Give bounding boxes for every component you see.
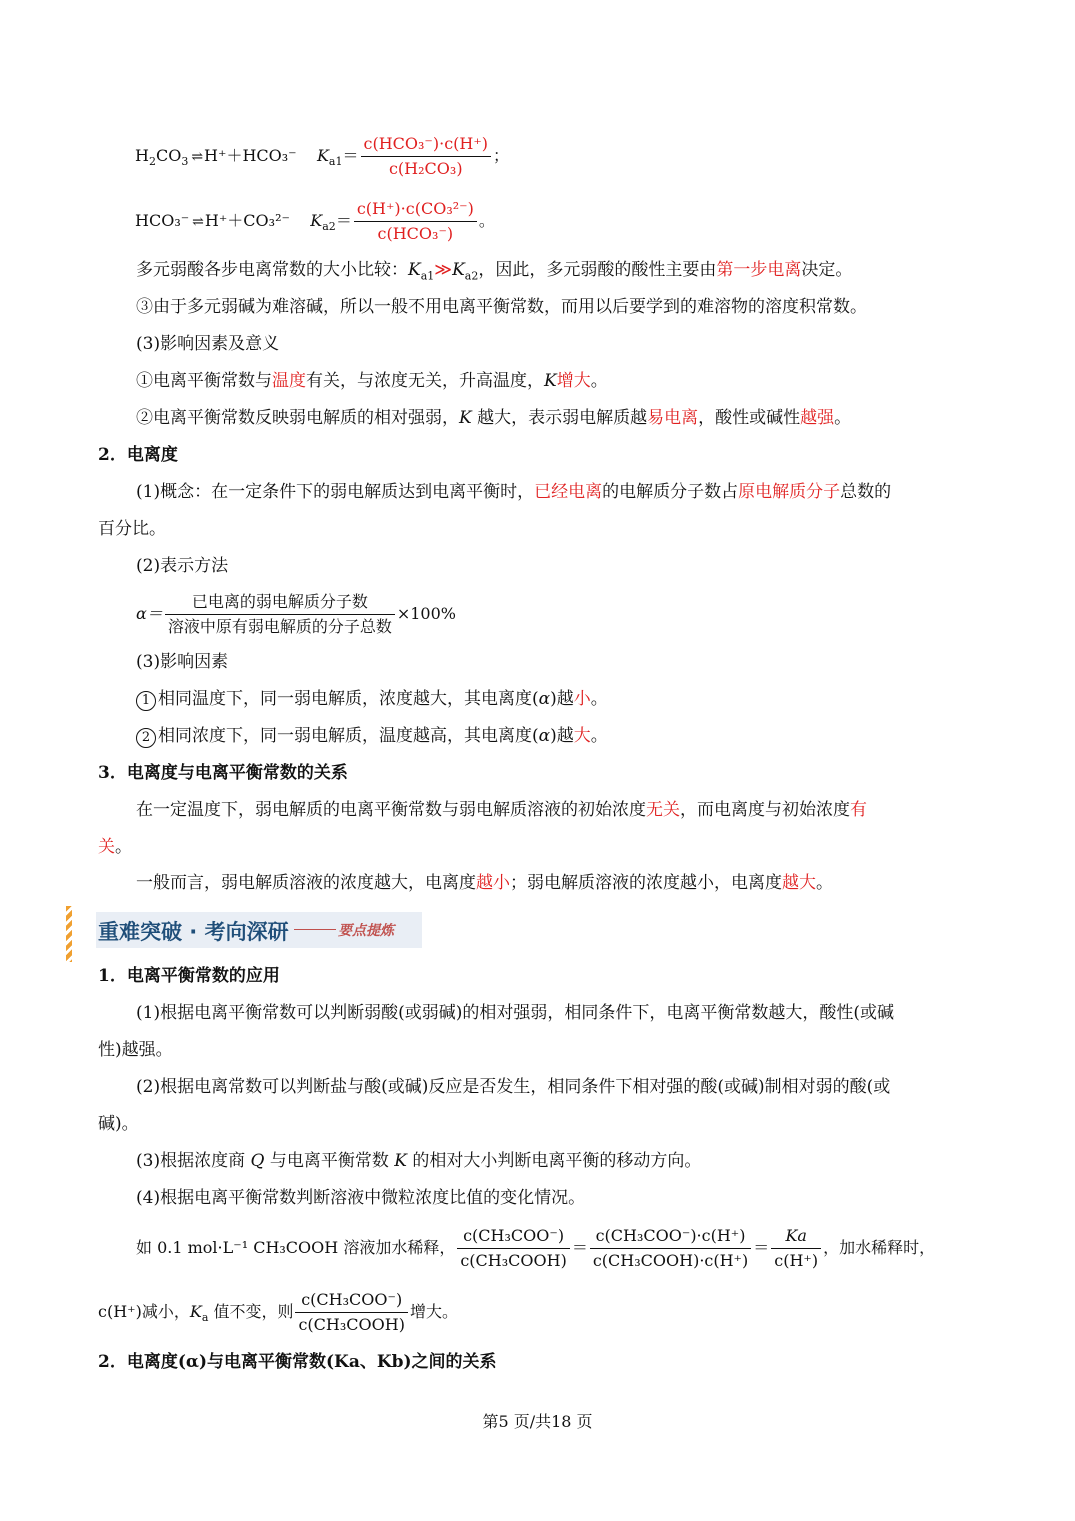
ka1-fraction: $\frac{\text{c(HCO₃⁻)·c(H⁺)}}{\text{c(H₂CO₃)}}$: [361, 134, 492, 179]
subheading: (3)影响因素: [136, 652, 229, 672]
paragraph: (2)根据电离常数可以判断盐与酸(或碱)反应是否发生，相同条件下相对强的酸(或碱)制相对弱的酸(或: [136, 1077, 891, 1097]
subheading: (2)表示方法: [136, 556, 229, 576]
paragraph: (1)概念：在一定条件下的弱电解质达到电离平衡时，已经电离的电解质分子数占原电解质分子总数的: [136, 482, 892, 502]
circled-number-icon: 2: [136, 728, 156, 748]
banner-subtitle: 要点提炼: [338, 923, 394, 939]
dilution-formula: 如 0.1 mol·L⁻¹ CH₃COOH 溶液加水稀释， $\frac{\text{c(CH₃COO⁻)}}{\text{c(CH₃COOH)}}$ ＝ $\frac{\text{c(CH₃COO⁻)·c(H⁺)}}{\text{c(CH₃COOH)·c(H⁺)}}$ ＝ $\frac{Ka}{c(H^+)}$ ，加水稀释时，: [136, 1226, 936, 1270]
dilution-conclusion: c(H⁺)减小，$K_a$ 值不变，则 $\frac{\text{c(CH₃COO⁻)}}{\text{c(CH₃COOH)}}$ 增大。: [98, 1290, 458, 1334]
section-banner: [66, 906, 426, 962]
section-heading: 2．电离度: [98, 445, 178, 465]
paragraph: 碱)。: [98, 1114, 139, 1134]
banner-stripe: [66, 906, 72, 962]
paragraph: 2 相同浓度下，同一弱电解质，温度越高，其电离度(α)越大。: [136, 725, 608, 748]
page-footer: 第5 页/共18 页: [482, 1412, 593, 1431]
paragraph: 多元弱酸各步电离常数的大小比较：$K_{a1}≫K_{a2}$，因此，多元弱酸的酸性主要由第一步电离决定。: [136, 260, 853, 283]
alpha-fraction: $\frac{\text{已电离的弱电解质分子数}}{\text{溶液中原有弱电解质的分子总数}}$: [165, 592, 395, 637]
paragraph: (3)根据浓度商 Q 与电离平衡常数 K 的相对大小判断电离平衡的移动方向。: [136, 1151, 702, 1171]
paragraph: 关。: [98, 837, 132, 857]
paragraph: ③由于多元弱碱为难溶碱，所以一般不用电离平衡常数，而用以后要学到的难溶物的溶度积常数。: [136, 297, 867, 317]
equilibrium-arrow-icon: ⇌: [191, 149, 202, 165]
section-heading: 1．电离平衡常数的应用: [98, 966, 280, 986]
paragraph: 性)越强。: [98, 1040, 173, 1060]
banner-title: 重难突破 · 考向深研: [98, 920, 289, 944]
section-heading: 3．电离度与电离平衡常数的关系: [98, 763, 348, 783]
equilibrium-arrow-icon: ⇌: [192, 214, 202, 230]
paragraph: 一般而言，弱电解质溶液的浓度越大，电离度越小；弱电解质溶液的浓度越小，电离度越大。: [136, 873, 833, 893]
equation-h2co3: $H_2CO_3$ ⇌ H⁺＋HCO₃⁻ $K_{a1}=$ $\frac{\text{c(HCO₃⁻)·c(H⁺)}}{\text{c(H₂CO₃)}}$ ；: [135, 134, 510, 178]
section-heading: 2．电离度(α)与电离平衡常数(Ka、Kb)之间的关系: [98, 1352, 497, 1372]
alpha-formula: α＝ $\frac{\text{已电离的弱电解质分子数}}{\text{溶液中原有弱电解质的分子总数}}$ ×100%: [136, 592, 456, 636]
equation-hco3: HCO₃⁻ ⇌ H⁺＋CO₃²⁻ $K_{a2}=$ $\frac{\text{c(H⁺)·c(CO₃²⁻)}}{\text{c(HCO₃⁻)}}$ 。: [135, 199, 495, 243]
circled-number-icon: 1: [136, 691, 156, 711]
paragraph: 在一定温度下，弱电解质的电离平衡常数与弱电解质溶液的初始浓度无关，而电离度与初始浓度有: [136, 800, 867, 820]
paragraph: (1)根据电离平衡常数可以判断弱酸(或弱碱)的相对强弱，相同条件下，电离平衡常数越大，酸性(或碱: [136, 1003, 894, 1023]
paragraph: 1 相同温度下，同一弱电解质，浓度越大，其电离度(α)越小。: [136, 688, 608, 711]
paragraph: (4)根据电离平衡常数判断溶液中微粒浓度比值的变化情况。: [136, 1188, 586, 1208]
paragraph: ②电离平衡常数反映弱电解质的相对强弱，K 越大，表示弱电解质越易电离，酸性或碱性越强。: [136, 408, 852, 428]
ka2-fraction: $\frac{\text{c(H⁺)·c(CO₃²⁻)}}{\text{c(HCO₃⁻)}}$: [354, 199, 477, 244]
subheading: (3)影响因素及意义: [136, 334, 280, 354]
paragraph: 百分比。: [98, 519, 166, 539]
paragraph: ①电离平衡常数与温度有关，与浓度无关，升高温度，K增大。: [136, 371, 608, 391]
